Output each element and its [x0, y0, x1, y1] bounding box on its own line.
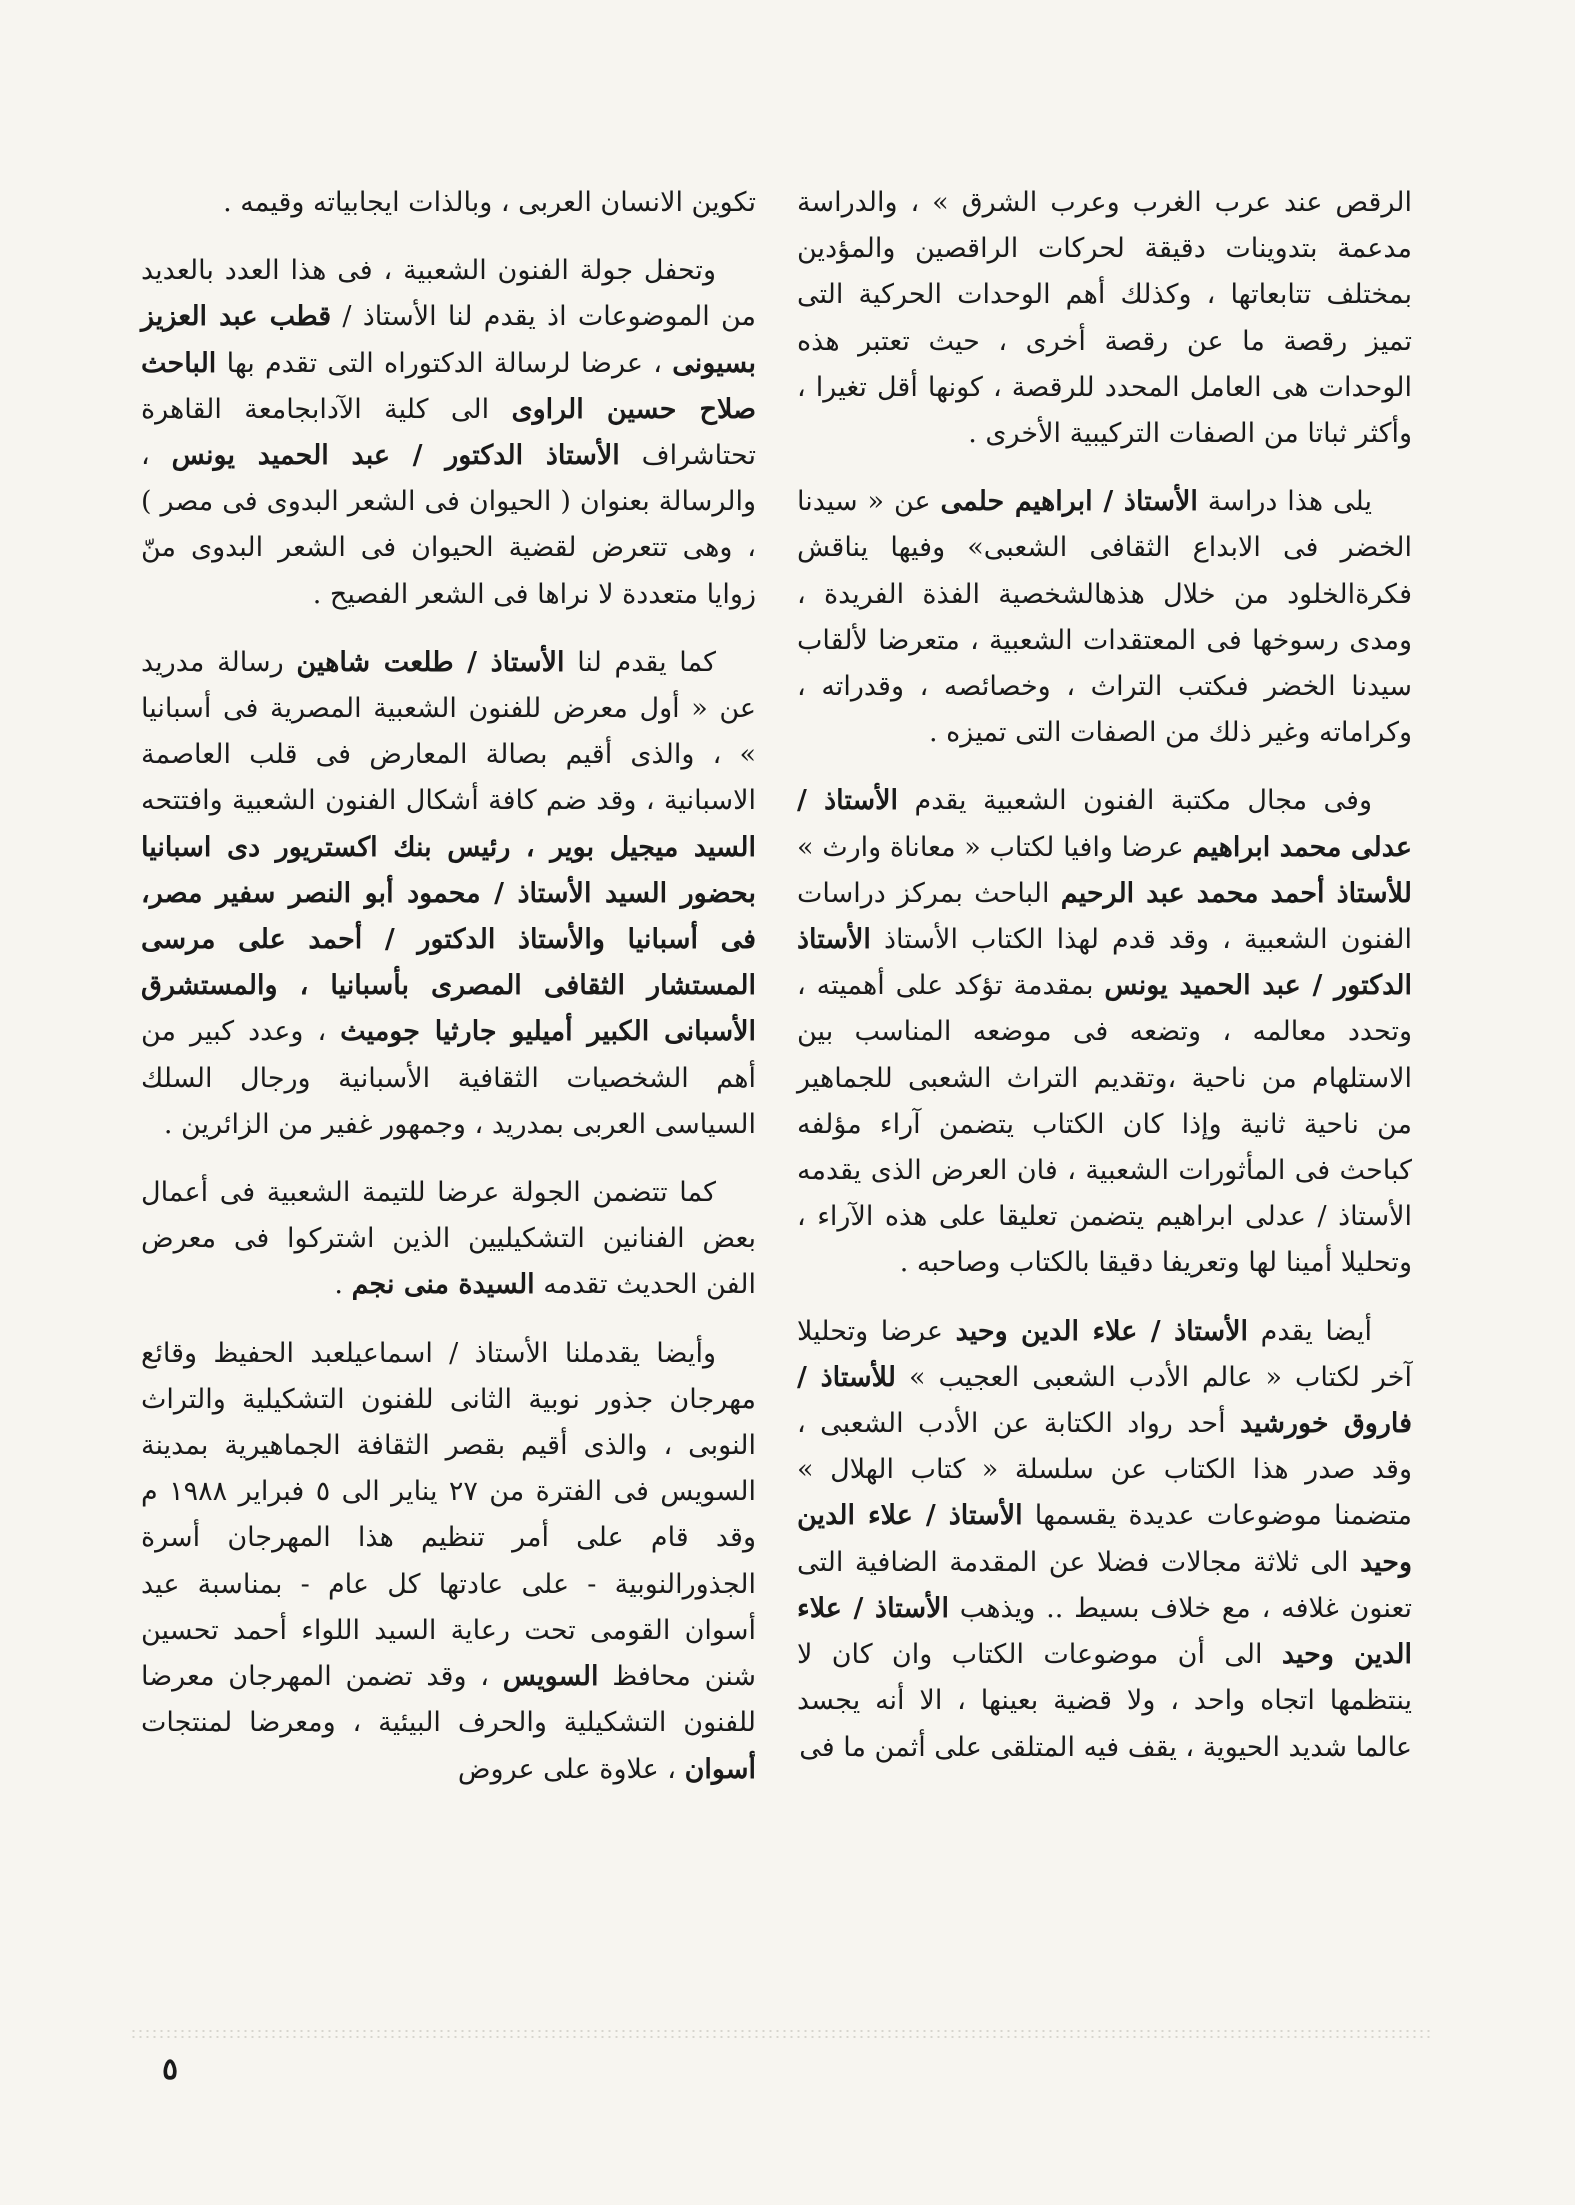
text-run: يلى هذا دراسة	[1197, 486, 1372, 518]
paragraph	[797, 479, 1412, 756]
text-run: بمقدمة تؤكد على أهميته ، وتحدد معالمه ، وتضعه فى موضعه المناسب بين الاستلهام من ناحية ،وتقديم التراث الشعبى للجماهير من ناحية ثانية وإذا كان الكتاب يتضمن آراء مؤلفه كباحث فى المأثورات الشعبية ، فان العرض الذى يقدمه الأستاذ / عدلى ابراهيم يتضمن تعليقا على هذه الآراء ، وتحليلا أمينا لها وتعريفا دقيقا بالكتاب وصاحبه .	[797, 970, 1412, 1279]
text-run: عرضا وافيا لكتاب « معاناة وارث »	[797, 831, 1193, 863]
bold-name: للأستاذ / فاروق خورشيد	[797, 1361, 1412, 1440]
paragraph	[797, 778, 1412, 1286]
text-run: الرقص عند عرب الغرب وعرب الشرق » ، والدراسة مدعمة بتدوينات دقيقة لحركات الراقصين والمؤدين بمختلف تتابعاتها ، وكذلك أهم الوحدات الحركية التى تميز رقصة ما عن رقصة أخرى ، حيث تعتبر هذه الوحدات هى العامل المحدد للرقصة ، كونها أقل تغيرا ، وأكثر ثباتا من الصفات التركيبية الأخرى .	[797, 187, 1412, 450]
bold-name: الأستاذ / طلعت شاهين	[296, 646, 565, 678]
text-run: وفى مجال مكتبة الفنون الشعبية يقدم	[898, 785, 1372, 817]
paragraph	[797, 1309, 1412, 1771]
text-run: وأيضا يقدملنا الأستاذ / اسماعيلعبد الحفيظ وقائع مهرجان جذور نوبية الثانى للفنون التشكيلية والتراث النوبى ، والذى أقيم بقصر الثقافة الجماهيرية بمدينة السويس فى الفترة من ٢٧ يناير الى ٥ فبراير ١٩٨٨ م وقد قام على أمر تنظيم هذا المهرجان أسرة الجذورالنوبية - على عادتها كل عام - بمناسبة عيد أسوان القومى تحت رعاية السيد اللواء أحمد تحسين شنن محافظ	[141, 1337, 756, 1693]
bold-name: الأستاذ الدكتور / عبد الحميد يونس	[797, 924, 1412, 1002]
paragraph	[141, 1170, 756, 1309]
bold-name: أسوان	[684, 1753, 756, 1785]
text-run: عرضا وتحليلا آخر لكتاب « عالم الأدب الشعبى العجيب »	[797, 1315, 1412, 1393]
text-run: ، والرسالة بعنوان ( الحيوان فى الشعر البدوى فى مصر ) ، وهى تتعرض لقضية الحيوان فى الشعر البدوى منّ زوايا متعددة لا نراها فى الشعر الفصيح .	[141, 440, 756, 610]
text-run: وتحفل جولة الفنون الشعبية ، فى هذا العدد بالعديد من الموضوعات اذ يقدم لنا الأستاذ /	[141, 255, 756, 333]
text-run: ، عرضا لرسالة الدكتوراه التى تقدم بها	[216, 347, 673, 379]
text-run: الى كلية الآدابجامعة القاهرة تحتاشراف	[141, 393, 756, 472]
text-run: أحد رواد الكتابة عن الأدب الشعبى ، وقد صدر هذا الكتاب عن سلسلة « كتاب الهلال » متضمنا موضوعات عديدة يقسمها	[797, 1408, 1412, 1532]
text-run: كما يقدم لنا	[564, 646, 716, 678]
text-run: ، علاوة على عروض	[457, 1753, 685, 1785]
text-run: ، وقد تضمن المهرجان معرضا للفنون التشكيلية والحرف البيئية ، ومعرضا لمنتجات	[141, 1661, 756, 1739]
bold-name: الأستاذ / علاء الدين وحيد	[797, 1500, 1412, 1578]
text-run: الباحث بمركز دراسات الفنون الشعبية ، وقد قدم لهذا الكتاب الأستاذ	[797, 877, 1412, 956]
bold-name: الباحث صلاح حسين الراوى	[141, 347, 756, 425]
bold-name: قطب عبد العزيز بسيونى	[141, 301, 756, 379]
text-run: عن « سيدنا الخضر فى الابداع الثقافى الشعبى» وفيها يناقش فكرةالخلود من خلال هذهالشخصية الفذة الفريدة ، ومدى رسوخها فى المعتقدات الشعبية ، متعرضا لألقاب سيدنا الخضر فىكتب التراث ، وخصائصه ، وقدراته ، وكراماته وغير ذلك من الصفات التى تميزه .	[797, 486, 1412, 749]
text-run: الى أن موضوعات الكتاب وان كان لا ينتظمها اتجاه واحد ، ولا قضية بعينها ، الا أنه يجسد عالما شديد الحيوية ، يقف فيه المتلقى على أثمن ما فى	[797, 1639, 1412, 1763]
bold-name: السيد ميجيل بوير ، رئيس بنك اكستريور دى اسبانيا بحضور السيد الأستاذ / محمود أبو النصر سفير مصر، فى أسبانيا والأستاذ الدكتور / أحمد على مرسى المستشار الثقافى المصرى بأسبانيا ، والمستشرق الأسبانى الكبير أميليو جارثيا جوميث	[141, 831, 756, 1048]
left-column	[141, 180, 756, 1815]
bold-name: للأستاذ أحمد محمد عبد الرحيم	[1060, 877, 1413, 909]
paragraph	[141, 1331, 756, 1793]
right-column	[797, 180, 1412, 1793]
text-run: أيضا يقدم	[1248, 1315, 1372, 1347]
scan-noise-strip	[130, 2028, 1430, 2042]
bold-name: الأستاذ / علاء الدين وحيد	[955, 1315, 1249, 1347]
bold-name: السيدة منى نجم	[351, 1269, 535, 1301]
text-run: كما تتضمن الجولة عرضا للتيمة الشعبية فى أعمال بعض الفنانين التشكيليين الذين اشتركوا فى معرض الفن الحديث تقدمه	[141, 1177, 756, 1301]
bold-name: الأستاذ / عدلى محمد ابراهيم	[797, 785, 1413, 863]
paragraph	[141, 248, 756, 618]
text-run: .	[334, 1269, 352, 1301]
text-run: رسالة مدريد عن « أول معرض للفنون الشعبية المصرية فى أسبانيا » ، والذى أقيم بصالة المعارض فى قلب العاصمة الاسبانية ، وقد ضم كافة أشكال الفنون الشعبية وافتتحه	[141, 646, 756, 817]
paragraph	[141, 180, 756, 226]
text-run: تكوين الانسان العربى ، وبالذات ايجابياته وقيمه .	[223, 187, 756, 218]
text-run: ، وعدد كبير من أهم الشخصيات الثقافية الأسبانية ورجال السلك السياسى العربى بمدريد ، وجمهور غفير من الزائرين .	[141, 1016, 756, 1140]
paragraph	[141, 640, 756, 1148]
bold-name: الأستاذ / ابراهيم حلمى	[940, 486, 1198, 518]
bold-name: الأستاذ الدكتور / عبد الحميد يونس	[171, 440, 620, 472]
bold-name: الأستاذ / علاء الدين وحيد	[797, 1592, 1412, 1671]
text-run: الى ثلاثة مجالات فضلا عن المقدمة الضافية التى تعنون غلافه ، مع خلاف بسيط .. ويذهب	[797, 1546, 1413, 1624]
paragraph	[797, 180, 1412, 457]
page-number: ٥	[162, 2052, 179, 2087]
bold-name: السويس	[502, 1661, 599, 1693]
